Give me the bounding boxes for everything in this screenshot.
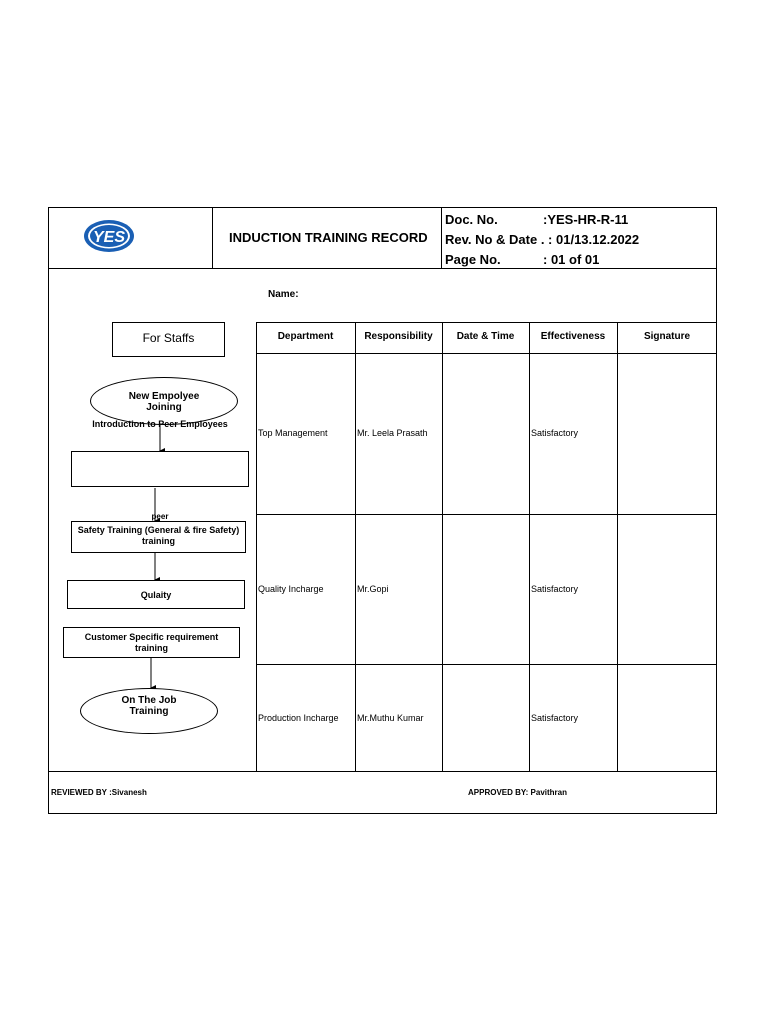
table-col-border-2 (442, 322, 443, 771)
col-header-department: Department (277, 331, 334, 342)
intro-box (71, 451, 249, 487)
logo-text: YES (92, 229, 126, 246)
doc-no-label: Doc. No. (445, 212, 498, 227)
table-row-border-2 (256, 664, 717, 665)
reviewed-by: REVIEWED BY :Sivanesh (51, 788, 147, 797)
col-header-date-time: Date & Time (456, 331, 515, 342)
col-header-effectiveness: Effectiveness (540, 331, 606, 342)
quality-label: Qulaity (140, 590, 172, 600)
col-header-signature: Signature (643, 331, 691, 342)
row-2-responsibility: Mr.Gopi (357, 584, 389, 594)
row-2-effectiveness: Satisfactory (531, 584, 579, 594)
row-1-department: Top Management (258, 428, 328, 438)
joining-label: New Empolyee Joining (128, 391, 200, 413)
row-3-effectiveness: Satisfactory (531, 713, 579, 723)
doc-no-value: :YES-HR-R-11 (543, 212, 629, 227)
page-no-label: Page No. (445, 252, 501, 267)
table-col-border-4 (617, 322, 618, 771)
row-1-effectiveness: Satisfactory (531, 428, 579, 438)
row-1-responsibility: Mr. Leela Prasath (357, 428, 428, 438)
table-row-border-1 (256, 514, 717, 515)
col-header-responsibility: Responsibility (364, 331, 433, 342)
peer-label: peer (151, 512, 169, 521)
table-col-border-1 (355, 322, 356, 771)
customer-label: Customer Specific requirement training (84, 632, 219, 653)
safety-label: Safety Training (General & fire Safety) training (77, 525, 240, 546)
intro-label: Introduction to Peer Employees (92, 419, 228, 429)
for-staffs-label: For Staffs (142, 331, 195, 345)
row-3-responsibility: Mr.Muthu Kumar (357, 713, 424, 723)
row-3-department: Production Incharge (258, 713, 339, 723)
document-title: INDUCTION TRAINING RECORD (229, 230, 428, 245)
table-col-border-0 (256, 322, 257, 771)
rev-label: Rev. No & Date . : (445, 232, 553, 247)
on-job-label: On The Job Training (121, 695, 177, 717)
approved-by: APPROVED BY: Pavithran (468, 788, 567, 797)
row-2-department: Quality Incharge (258, 584, 324, 594)
page-no-value: : 01 of 01 (543, 252, 600, 267)
table-header-border (256, 353, 717, 354)
table-top-border (256, 322, 717, 323)
table-col-border-3 (529, 322, 530, 771)
rev-value: 01/13.12.2022 (556, 232, 640, 247)
name-label: Name: (268, 289, 299, 300)
